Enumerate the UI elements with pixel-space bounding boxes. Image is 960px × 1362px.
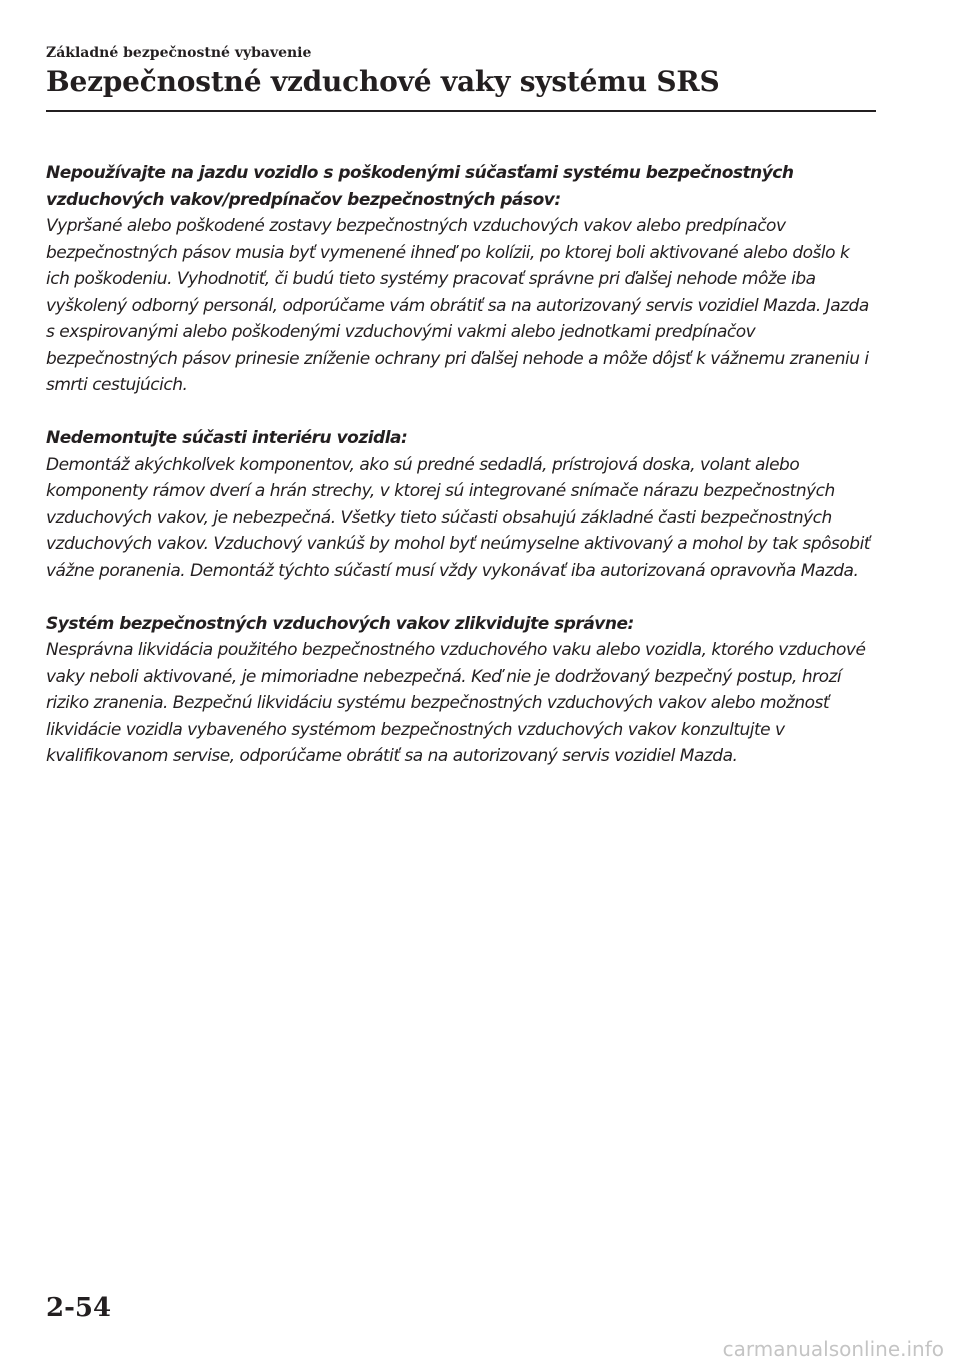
section-label: Základné bezpečnostné vybavenie (46, 45, 312, 61)
warning-block-interior-removal (46, 425, 876, 584)
warning-block-disposal (46, 611, 876, 770)
block-heading: Nedemontujte súčasti interiéru vozidla: (46, 428, 408, 448)
page-title: Bezpečnostné vzduchové vaky systému SRS (46, 65, 720, 98)
page-content (46, 160, 876, 796)
page-number: 2-54 (46, 1293, 112, 1323)
block-body: Demontáž akýchkoľvek komponentov, ako sú predné sedadlá, prístrojová doska, volant alebo komponenty rámov dverí a hrán strechy, v ktorej sú integrované snímače nárazu bezpečnostných vzduchových vakov, je nebezpečná. Všetky tieto súčasti obsahujú základné časti bezpečnostných vzduchových vakov. Vzduchový vankúš by mohol byť neúmyselne aktivovaný a mohol by tak spôsobiť vážne poranenia. Demontáž týchto súčastí musí vždy vykonávať iba autorizovaná opravovňa Mazda. (46, 454, 870, 581)
page-header (46, 44, 876, 100)
block-body: Nesprávna likvidácia použitého bezpečnostného vzduchového vaku alebo vozidla, ktorého vzduchové vaky neboli aktivované, je mimoriadne nebezpečná. Keď nie je dodržovaný bezpečný postup, hrozí riziko zranenia. Bezpečnú likvidáciu systému bezpečnostných vzduchových vakov alebo možnosť likvidácie vozidla vybaveného systémom bezpečnostných vzduchových vakov konzultujte v kvalifikovanom servise, odporúčame obrátiť sa na autorizovaný servis vozidiel Mazda. (46, 640, 866, 766)
block-body: Vypršané alebo poškodené zostavy bezpečnostných vzduchových vakov alebo predpínačov bezpečnostných pásov musia byť vymenené ihneď po kolízii, po ktorej boli aktivované alebo došlo k ich poškodeniu. Vyhodnotiť, či budú tieto systémy pracovať správne pri ďalšej nehode môže iba vyškolený odborný personál, odporúčame vám obrátiť sa na autorizovaný servis vozidiel Mazda. Jazda s exspirovanými alebo poškodenými vzduchovými vakmi alebo jednotkami predpínačov bezpečnostných pásov prinesie zníženie ochrany pri ďalšej nehode a môže dôjsť k vážnemu zraneniu i smrti cestujúcich. (46, 216, 869, 395)
block-heading: Nepoužívajte na jazdu vozidlo s poškodenými súčasťami systému bezpečnostných vzduchových vakov/predpínačov bezpečnostných pásov: (46, 163, 794, 210)
block-heading: Systém bezpečnostných vzduchových vakov zlikvidujte správne: (46, 613, 634, 634)
site-watermark: carmanualsonline.info (722, 1337, 944, 1361)
warning-block-damaged-components (46, 160, 876, 399)
title-divider (46, 110, 876, 112)
